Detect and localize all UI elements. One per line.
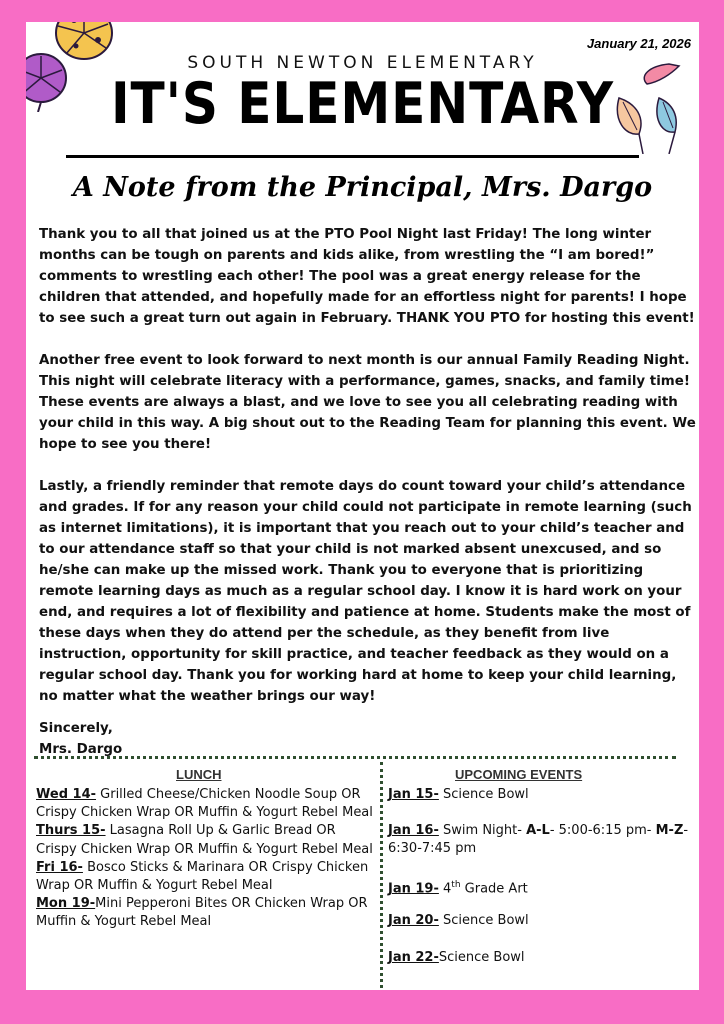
event-item: [388, 786, 693, 804]
event-text: Swim Night-: [438, 823, 527, 838]
fern-branch-icon: [304, 988, 424, 990]
lunch-day: Mon 19-: [36, 896, 96, 912]
principal-letter: [39, 224, 699, 728]
event-text: Grade Art: [460, 881, 528, 897]
lunch-item: [36, 822, 376, 858]
lunch-menu-text: Grilled Cheese/Chicken Noodle Soup OR Crispy Chicken Wrap OR Muffin & Yogurt Rebel Meal: [36, 787, 373, 821]
newsletter-page: [26, 22, 699, 990]
event-date: Jan 22-: [388, 950, 439, 965]
lunch-menu-text: Mini Pepperoni Bites OR Chicken Wrap OR Muffin & Yogurt Rebel Meal: [36, 896, 368, 930]
letter-signoff: [39, 718, 122, 760]
event-item: [388, 949, 693, 967]
event-text: - 6:30-7:45 pm: [388, 823, 689, 857]
lunch-item: [36, 895, 376, 931]
event-item: [388, 912, 693, 930]
event-text: - 5:00-6:15 pm-: [549, 823, 656, 838]
event-text: Science Bowl: [438, 950, 525, 965]
event-group: A-L: [526, 823, 550, 838]
lunch-day: Thurs 15-: [36, 823, 106, 839]
lunch-day: Wed 14-: [36, 787, 97, 802]
lunch-menu-text: Bosco Sticks & Marinara OR Crispy Chicken Wrap OR Muffin & Yogurt Rebel Meal: [36, 859, 369, 894]
event-text: Science Bowl: [438, 913, 529, 928]
event-date: Jan 19-: [388, 881, 439, 897]
signature: Mrs. Dargo: [39, 742, 123, 757]
event-group: M-Z: [655, 823, 684, 838]
ordinal-suffix: th: [451, 880, 461, 890]
letter-paragraph: Another free event to look forward to next month is our annual Family Reading Night. This night will celebrate literacy with a performance, games, snacks, and family time! These events are always a blast, and we love to see you all celebrating reading with your child in this way. A big shout out to the Reading Team for planning this event. We hope to see you there!: [39, 353, 696, 452]
lunch-heading: LUNCH: [176, 767, 222, 782]
lunch-item: [36, 859, 376, 895]
event-date: Jan 20-: [388, 913, 439, 928]
school-name: SOUTH NEWTON ELEMENTARY: [187, 53, 538, 73]
event-text: Science Bowl: [438, 787, 529, 802]
letter-heading: A Note from the Principal, Mrs. Dargo: [72, 172, 653, 203]
column-divider: [380, 762, 383, 988]
event-text: 4: [438, 881, 452, 897]
event-item: [388, 822, 693, 858]
event-date: Jan 16-: [388, 823, 439, 838]
event-date: Jan 15-: [388, 787, 439, 802]
closing: Sincerely,: [39, 721, 113, 736]
newsletter-title: IT'S ELEMENTARY: [110, 71, 615, 137]
lunch-menu: [36, 786, 376, 932]
event-item: [388, 876, 693, 899]
letter-paragraph: Thank you to all that joined us at the PTO Pool Night last Friday! The long winter months can be tough on parents and kids alike, from wrestling the “I am bored!” comments to wrestling each other! The pool was a great energy release for the children that attended, and hopefully made for an effortless night for parents! I hope to see such a great turn out again in February. THANK YOU PTO for hosting this event!: [39, 227, 695, 326]
lunch-day: Fri 16-: [36, 859, 83, 875]
section-divider: [34, 756, 676, 759]
events-heading: UPCOMING EVENTS: [455, 767, 583, 782]
issue-date: January 21, 2026: [586, 36, 691, 51]
title-underline: [66, 155, 639, 158]
lunch-item: [36, 786, 376, 822]
lunch-menu-text: Lasagna Roll Up & Garlic Bread OR Crispy Chicken Wrap OR Muffin & Yogurt Rebel Meal: [36, 823, 373, 857]
letter-paragraph: Lastly, a friendly reminder that remote days do count toward your child’s attendance and grades. If for any reason your child could not participate in remote learning (such as internet limitations), it is important that you reach out to your child’s teacher and to our attendance staff so that your child is not marked absent unexcused, and so he/she can make up the missed work. Thank you to everyone that is prioritizing remote learning days as much as a regular school day. I know it is hard work on your end, and requires a lot of flexibility and patience at home. Students make the most of these days when they do attend per the schedule, as they benefit from live instruction, opportunity for skill practice, and teacher feedback as they would on a regular school day. Thank you for working hard at home to keep your child learning, no matter what the weather brings our way!: [39, 479, 692, 704]
